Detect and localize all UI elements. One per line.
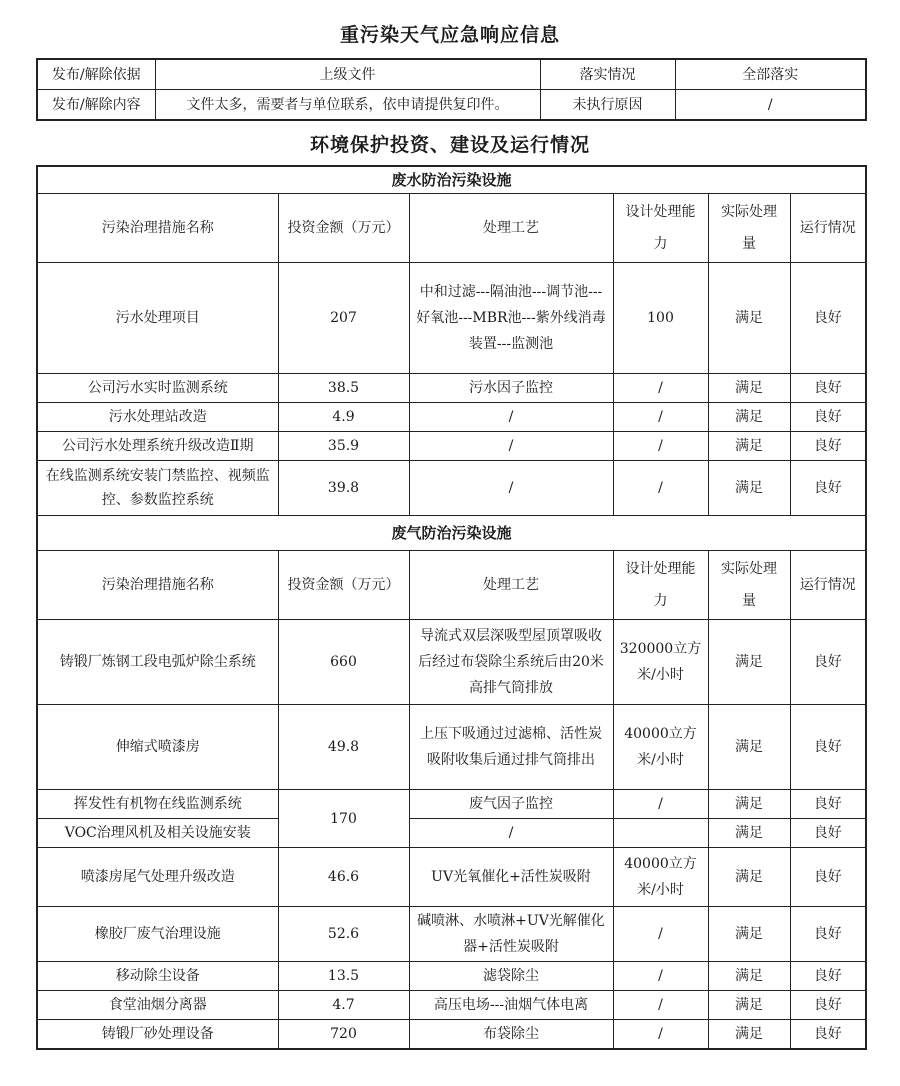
cell-process: 滤袋除尘 bbox=[409, 962, 613, 991]
col-header-actual: 实际处理量 bbox=[708, 551, 790, 620]
cell-name: 公司污水实时监测系统 bbox=[37, 374, 278, 403]
cell-investment: 4.9 bbox=[278, 403, 409, 432]
cell-actual: 满足 bbox=[708, 705, 790, 790]
table-row bbox=[37, 907, 866, 962]
cell-design: 40000立方米/小时 bbox=[613, 848, 708, 907]
section-row bbox=[37, 166, 866, 194]
cell-status: 良好 bbox=[790, 705, 866, 790]
cell-design: / bbox=[613, 790, 708, 819]
cell-design: / bbox=[613, 1020, 708, 1050]
table-row bbox=[37, 59, 866, 90]
cell-process: 导流式双层深吸型屋顶罩吸收后经过布袋除尘系统后由20米高排气筒排放 bbox=[409, 620, 613, 705]
col-header-status: 运行情况 bbox=[790, 551, 866, 620]
cell-actual: 满足 bbox=[708, 432, 790, 461]
cell-name: 污水处理项目 bbox=[37, 263, 278, 374]
cell-name: 挥发性有机物在线监测系统 bbox=[37, 790, 278, 819]
cell-name: 在线监测系统安装门禁监控、视频监控、参数监控系统 bbox=[37, 461, 278, 516]
cell-actual: 满足 bbox=[708, 790, 790, 819]
wastewater-section-title: 废水防治污染设施 bbox=[37, 166, 866, 194]
cell-investment: 207 bbox=[278, 263, 409, 374]
cell-process: 废气因子监控 bbox=[409, 790, 613, 819]
cell-design bbox=[613, 819, 708, 848]
cell-actual: 满足 bbox=[708, 848, 790, 907]
cell-status: 良好 bbox=[790, 790, 866, 819]
cell-name: 喷漆房尾气处理升级改造 bbox=[37, 848, 278, 907]
cell-name: 橡胶厂废气治理设施 bbox=[37, 907, 278, 962]
table-row bbox=[37, 461, 866, 516]
header-row bbox=[37, 194, 866, 263]
cell-name: 铸锻厂砂处理设备 bbox=[37, 1020, 278, 1050]
cell-name: 污水处理站改造 bbox=[37, 403, 278, 432]
cell-status: 良好 bbox=[790, 374, 866, 403]
cell-status: 良好 bbox=[790, 991, 866, 1020]
cell-actual: 满足 bbox=[708, 263, 790, 374]
cell-investment: 46.6 bbox=[278, 848, 409, 907]
table-row bbox=[37, 90, 866, 121]
header-row bbox=[37, 551, 866, 620]
environmental-facilities-table bbox=[36, 165, 867, 1050]
cell-name: 食堂油烟分离器 bbox=[37, 991, 278, 1020]
reason-label: 未执行原因 bbox=[540, 90, 675, 121]
table-row bbox=[37, 790, 866, 819]
cell-actual: 满足 bbox=[708, 403, 790, 432]
cell-status: 良好 bbox=[790, 403, 866, 432]
cell-status: 良好 bbox=[790, 1020, 866, 1050]
implementation-value: 全部落实 bbox=[675, 59, 866, 90]
cell-process: 布袋除尘 bbox=[409, 1020, 613, 1050]
response-info-table bbox=[36, 58, 867, 121]
cell-design: / bbox=[613, 991, 708, 1020]
cell-design: / bbox=[613, 403, 708, 432]
cell-status: 良好 bbox=[790, 907, 866, 962]
page-title: 重污染天气应急响应信息 bbox=[339, 24, 560, 46]
section-row bbox=[37, 516, 866, 551]
col-header-investment: 投资金额（万元） bbox=[278, 551, 409, 620]
content-value: 文件太多，需要者与单位联系，依申请提供复印件。 bbox=[155, 90, 540, 121]
cell-investment: 170 bbox=[278, 790, 409, 848]
cell-name: 铸锻厂炼钢工段电弧炉除尘系统 bbox=[37, 620, 278, 705]
cell-investment: 52.6 bbox=[278, 907, 409, 962]
cell-actual: 满足 bbox=[708, 907, 790, 962]
table-row bbox=[37, 374, 866, 403]
cell-actual: 满足 bbox=[708, 962, 790, 991]
cell-name: 移动除尘设备 bbox=[37, 962, 278, 991]
cell-design: 100 bbox=[613, 263, 708, 374]
cell-design: / bbox=[613, 461, 708, 516]
cell-status: 良好 bbox=[790, 432, 866, 461]
table-row bbox=[37, 819, 866, 848]
cell-status: 良好 bbox=[790, 620, 866, 705]
implementation-label: 落实情况 bbox=[540, 59, 675, 90]
cell-process: / bbox=[409, 461, 613, 516]
cell-investment: 35.9 bbox=[278, 432, 409, 461]
table-row bbox=[37, 263, 866, 374]
wastegas-section-title: 废气防治污染设施 bbox=[37, 516, 866, 551]
col-header-process: 处理工艺 bbox=[409, 194, 613, 263]
cell-design: / bbox=[613, 962, 708, 991]
section-heading: 环境保护投资、建设及运行情况 bbox=[309, 134, 590, 156]
col-header-status: 运行情况 bbox=[790, 194, 866, 263]
cell-process: 高压电场---油烟气体电离 bbox=[409, 991, 613, 1020]
cell-investment: 39.8 bbox=[278, 461, 409, 516]
cell-investment: 660 bbox=[278, 620, 409, 705]
cell-investment: 49.8 bbox=[278, 705, 409, 790]
cell-name: VOC治理风机及相关设施安装 bbox=[37, 819, 278, 848]
table-row bbox=[37, 620, 866, 705]
cell-status: 良好 bbox=[790, 461, 866, 516]
cell-design: / bbox=[613, 432, 708, 461]
cell-investment: 13.5 bbox=[278, 962, 409, 991]
table-row bbox=[37, 1020, 866, 1050]
cell-process: 碱喷淋、水喷淋+UV光解催化器+活性炭吸附 bbox=[409, 907, 613, 962]
cell-process: / bbox=[409, 432, 613, 461]
cell-status: 良好 bbox=[790, 848, 866, 907]
cell-investment: 4.7 bbox=[278, 991, 409, 1020]
cell-investment: 720 bbox=[278, 1020, 409, 1050]
cell-status: 良好 bbox=[790, 263, 866, 374]
table-row bbox=[37, 705, 866, 790]
cell-design: / bbox=[613, 907, 708, 962]
table-row bbox=[37, 991, 866, 1020]
cell-investment: 38.5 bbox=[278, 374, 409, 403]
cell-actual: 满足 bbox=[708, 991, 790, 1020]
content-label: 发布/解除内容 bbox=[37, 90, 155, 121]
cell-actual: 满足 bbox=[708, 620, 790, 705]
cell-process: 中和过滤---隔油池---调节池---好氧池---MBR池---紫外线消毒装置---监测池 bbox=[409, 263, 613, 374]
cell-design: / bbox=[613, 374, 708, 403]
basis-value: 上级文件 bbox=[155, 59, 540, 90]
col-header-actual: 实际处理量 bbox=[708, 194, 790, 263]
cell-design: 40000立方米/小时 bbox=[613, 705, 708, 790]
table-row bbox=[37, 848, 866, 907]
cell-process: / bbox=[409, 819, 613, 848]
reason-value: / bbox=[675, 90, 866, 121]
cell-process: UV光氧催化+活性炭吸附 bbox=[409, 848, 613, 907]
col-header-design: 设计处理能力 bbox=[613, 194, 708, 263]
cell-actual: 满足 bbox=[708, 374, 790, 403]
col-header-design: 设计处理能力 bbox=[613, 551, 708, 620]
table-row bbox=[37, 432, 866, 461]
cell-design: 320000立方米/小时 bbox=[613, 620, 708, 705]
cell-process: 上压下吸通过过滤棉、活性炭吸附收集后通过排气筒排出 bbox=[409, 705, 613, 790]
basis-label: 发布/解除依据 bbox=[37, 59, 155, 90]
col-header-name: 污染治理措施名称 bbox=[37, 194, 278, 263]
cell-status: 良好 bbox=[790, 819, 866, 848]
cell-actual: 满足 bbox=[708, 461, 790, 516]
cell-process: / bbox=[409, 403, 613, 432]
cell-status: 良好 bbox=[790, 962, 866, 991]
cell-name: 伸缩式喷漆房 bbox=[37, 705, 278, 790]
cell-actual: 满足 bbox=[708, 819, 790, 848]
col-header-investment: 投资金额（万元） bbox=[278, 194, 409, 263]
col-header-name: 污染治理措施名称 bbox=[37, 551, 278, 620]
cell-name: 公司污水处理系统升级改造Ⅱ期 bbox=[37, 432, 278, 461]
cell-actual: 满足 bbox=[708, 1020, 790, 1050]
table-row bbox=[37, 962, 866, 991]
cell-process: 污水因子监控 bbox=[409, 374, 613, 403]
table-row bbox=[37, 403, 866, 432]
col-header-process: 处理工艺 bbox=[409, 551, 613, 620]
